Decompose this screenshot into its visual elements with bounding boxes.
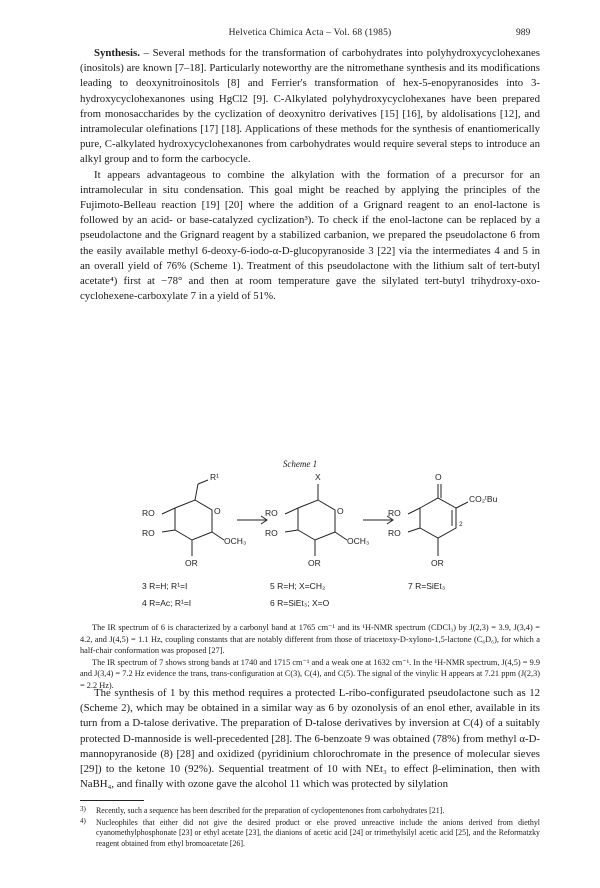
cyclohexenone-ring (420, 498, 456, 538)
ro-label-3: RO (265, 508, 278, 518)
paragraph-text: – Several methods for the transformation of carbohydrates into polyhydroxycyclohexanes (inositols) are known [7–18]. Particularly noteworthy are the nitromethane synthesis and its modifications leading to deoxynitroinositols [8] and Ferrier's transformation of hex-5-enopyranosides into 3-hydroxycyclohexanones using HgCl2 [9]. C-Alkylated polyhydroxycyclohexanes have been prepared from monosaccharides by the cyclization of deoxynitro derivatives [15] [16], by aldolisations [12], and intramolecular olefinations [17] [18]. Applications of these methods for the synthesis of enantiomerically pure, C-alkylated hydroxycyclohexanones from carbohydrates would require several steps to introduce an alkyl group and to form the carbocycle. (80, 47, 540, 166)
ro-label-2: RO (142, 528, 155, 538)
x-label: X (315, 472, 321, 482)
footnote-mark: 3) (80, 805, 86, 813)
ro-bond-2 (162, 530, 175, 532)
ro-label-6: RO (388, 528, 401, 538)
compound-6-label: 6 R=SiEt₃; X=O (270, 598, 330, 608)
footnote-4 (80, 818, 540, 850)
page-number: 989 (516, 28, 531, 38)
compound-labels (120, 579, 500, 615)
ro-bond-7b (408, 528, 420, 532)
footnote-text: Nucleophiles that either did not give the desired product or else proved unreactive include the anions derived from diethyl cyanomethylphosphonate [23] or ethyl acetate [23], the dianions of acetic acid [24] or trimethylsilyl acetic acid [25], and the Reformatzky reagent obtained from ethyl bromoacetate [26]. (96, 817, 540, 848)
ester-bond (456, 502, 468, 508)
ro-bond-3 (162, 508, 175, 514)
paragraph-synthesis-of-1: The synthesis of 1 by this method requires a protected L-ribo-configurated pseudolactone such as 12 (Scheme 2), which may be obtained in a similar way as 6 by ozonolysis of an enol ether, available in its turn from a D-talose derivative. The preparation of D-talose derivatives by inversion at C(4) of a suitably protected D-mannoside is well-precedented [28]. The 6-benzoate 9 was obtained (78%) from methyl α-D-mannopyranoside (8) [28] and oxidized (pyridinium chlorochromate in the presence of molecular sieves [29]) to the ketone 10 (92%). Sequential treatment of 10 with NEt₃ to effect β-elimination, then with NaBH₄, and finally with ozone gave the alcohol 11 which was protected by silylation (80, 687, 540, 791)
note-compound-7: The IR spectrum of 7 shows strong bands at 1740 and 1715 cm⁻¹ and a weak one at 1632 cm⁻¹. In the ¹H-NMR spectrum, J(4,5) = 9.9 and J(3,4) = 7.2 Hz evidence the trans, trans-configuration at C(3), C(4), and C(5). The signal of the vinylic H appears at 7.21 ppm (J(2,3) = 2.2 Hz). (80, 657, 540, 690)
or-label-2: OR (308, 558, 321, 568)
r1-bond (198, 480, 208, 484)
footnote-mark: 4) (80, 816, 86, 825)
ro-bond-5 (285, 508, 298, 514)
or-label-1: OR (185, 558, 198, 568)
scheme-title: Scheme 1 (282, 459, 318, 469)
ring-o-label-2: O (337, 506, 344, 516)
paragraph-approach (80, 168, 540, 305)
reaction-scheme (120, 470, 500, 580)
or-label-3: OR (431, 558, 444, 568)
position-2-label: 2 (459, 521, 463, 528)
r1-label: R¹ (210, 472, 219, 482)
compound-7-label: 7 R=SiEt₃ (408, 581, 446, 591)
spectral-notes (80, 622, 540, 692)
compound-4-label: 4 R=Ac; R¹=I (142, 598, 192, 608)
ring-o-label-1: O (214, 506, 221, 516)
section-lead: Synthesis. (94, 47, 140, 59)
ro-label-1: RO (142, 508, 155, 518)
footnote-text: Recently, such a sequence has been described for the preparation of cyclopentenones from carbohydrates [21]. (96, 806, 445, 815)
ro-bond-4 (285, 530, 298, 532)
ch2-bond-1 (195, 484, 198, 500)
pyranoside-ring-1 (175, 500, 212, 540)
main-text-top (80, 46, 540, 304)
footnote-rule (80, 800, 144, 801)
ome-bond-2 (335, 532, 347, 540)
running-head: Helvetica Chimica Acta – Vol. 68 (1985) (228, 28, 392, 38)
ro-label-4: RO (265, 528, 278, 538)
ome-bond (212, 532, 224, 540)
ester-label: CO₂ᵗBu (469, 494, 498, 504)
note-compound-6: The IR spectrum of 6 is characterized by a carbonyl band at 1765 cm⁻¹ and its ¹H-NMR spectrum (CDCl₃) by J(2,3) = 3.9, J(3,4) = 4.2, and J(4,5) = 1.1 Hz, coupling constants that are notably different from those of triacetoxy-D-xylono-1,5-lactone (C₆D₆), for which a half-chair conformation was proposed [27]. (80, 623, 540, 656)
paragraph-synthesis (80, 46, 540, 168)
ro-label-5: RO (388, 508, 401, 518)
ketone-o-label: O (435, 472, 442, 482)
och3-label-1: OCH₃ (224, 536, 247, 546)
footnote-3 (80, 806, 540, 817)
main-text-bottom (80, 686, 540, 792)
ro-bond-7a (408, 508, 420, 514)
pyranoside-ring-2 (298, 500, 335, 540)
compound-5-label: 5 R=H; X=CH₂ (270, 581, 326, 591)
och3-label-2: OCH₃ (347, 536, 370, 546)
footnotes (80, 806, 540, 850)
compound-3-label: 3 R=H; R¹=I (142, 581, 188, 591)
paragraph-text: It appears advantageous to combine the alkylation with the formation of a precursor for an intramolecular in situ condensation. This goal might be reached by applying the principles of the Fujimoto-Belleau reaction [19] [20] where the addition of a Grignard reagent to an enol-lactone is followed by an acid- or base-catalyzed cyclization³). To check if the enol-lactone can be replaced by a pseudolactone and the Grignard reagent by a stabilized carbanion, we prepared the pseudolactone 6 from the easily available methyl 6-deoxy-6-iodo-α-D-glucopyranoside 3 [22] via the intermediates 4 and 5 in an overall yield of 76% (Scheme 1). Treatment of this pseudolactone with the lithium salt of tert-butyl acetate⁴) first at −78° and then at room temperature gave the silylated tert-butyl trihydroxy-oxo-cyclohexene-carboxylate 7 in a yield of 51%. (80, 168, 540, 303)
